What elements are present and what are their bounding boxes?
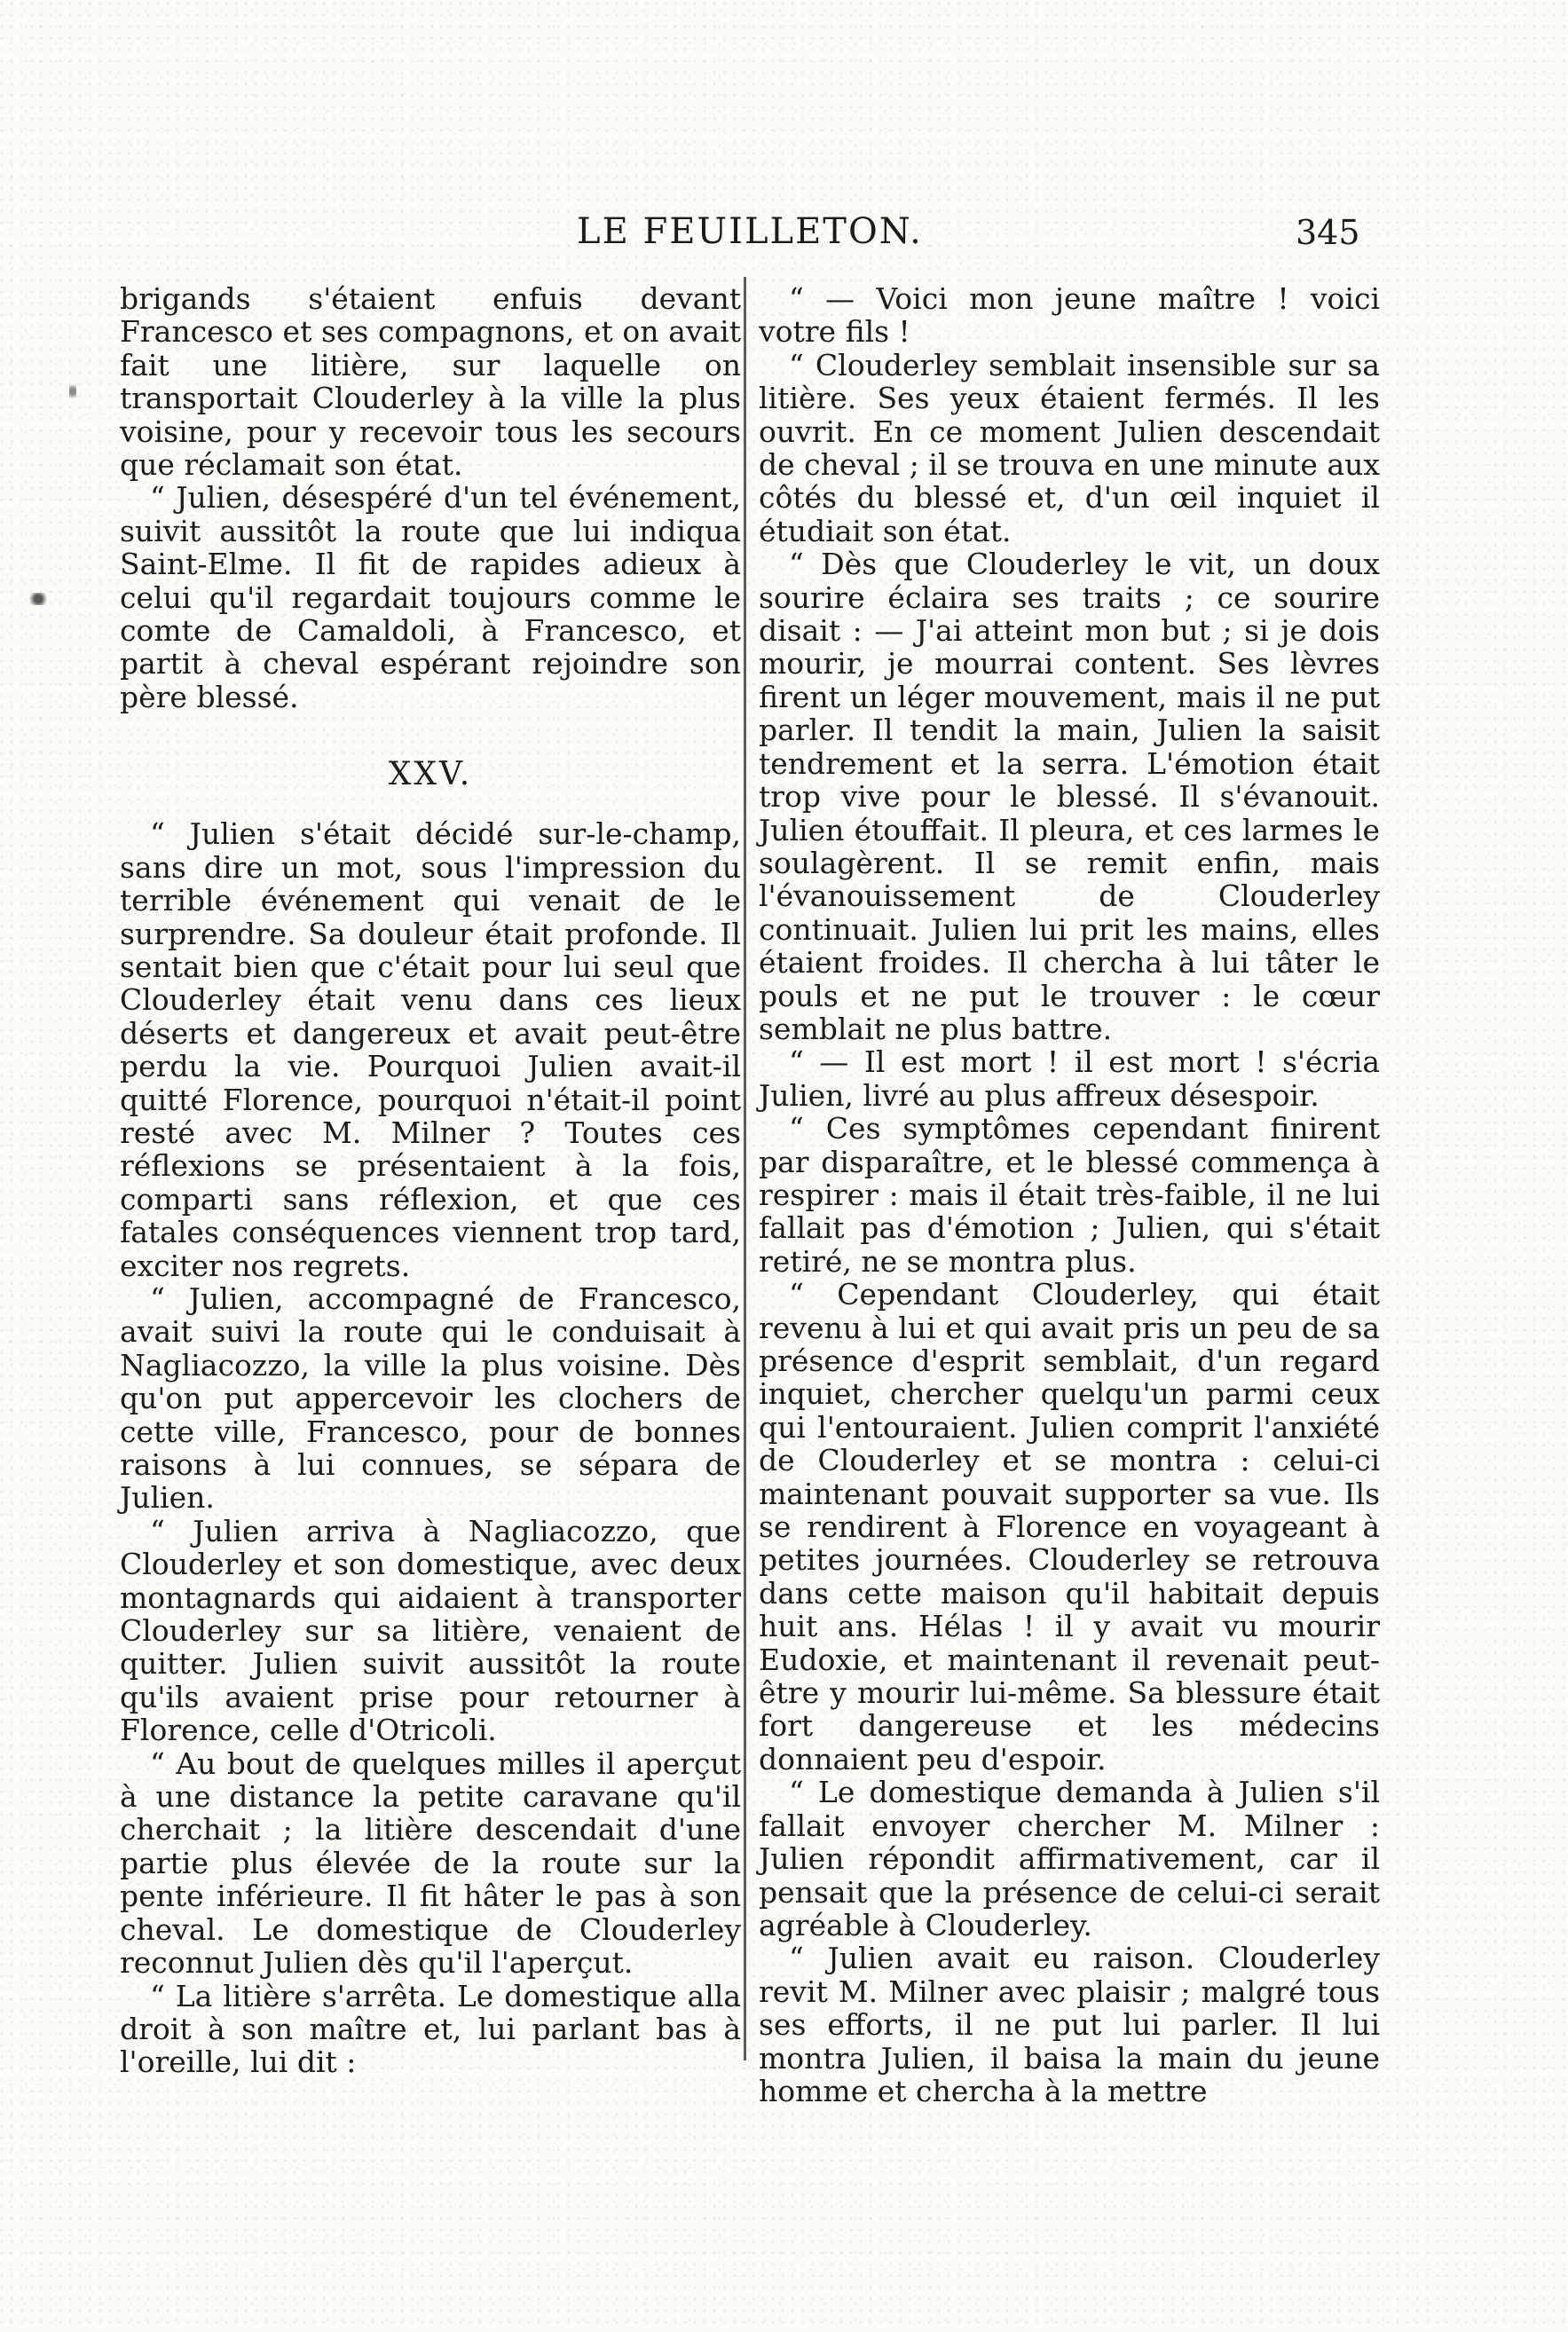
paragraph: “ La litière s'arrêta. Le domestique alla droit à son maître et, lui parlant bas à l'oreille, lui dit : xyxy=(120,1978,741,2080)
right-column xyxy=(759,282,1380,2107)
ink-blot xyxy=(27,593,50,605)
running-title: LE FEUILLETON. xyxy=(577,211,923,252)
chapter-heading: XXV. xyxy=(388,756,473,793)
paragraph: “ Au bout de quelques milles il aperçut à une distance la petite caravane qu'il cherchait ; la litière descendait d'une partie plus élevée de la route sur la pente inférieure. Il fit hâter le pas à son cheval. Le domestique de Clouderley reconnut Julien dès qu'il l'aperçut. xyxy=(120,1745,741,1981)
column-divider xyxy=(744,277,746,2060)
left-column xyxy=(120,282,741,2079)
paragraph: “ Clouderley semblait insensible sur sa litière. Ses yeux étaient fermés. Il les ouvrit. En ce moment Julien descendait de cheval ; il se trouva en une minute aux côtés du blessé et, d'un œil inquiet il étudiait son état. xyxy=(759,347,1380,548)
paragraph: “ — Voici mon jeune maître ! voici votre fils ! xyxy=(759,281,1380,350)
running-header xyxy=(0,211,1568,264)
paragraph: “ Julien, accompagné de Francesco, avait suivi la route qui le conduisait à Nagliacozzo, la ville la plus voisine. Dès qu'on put appercevoir les clochers de cette ville, Francesco, pour de bonnes raisons à lui connues, se sépara de Julien. xyxy=(120,1280,741,1516)
paragraph: “ Dès que Clouderley le vit, un doux sourire éclaira ses traits ; ce sourire disait : — J'ai atteint mon but ; si je dois mourir, je mourrai content. Ses lèvres firent un léger mouvement, mais il ne put parler. Il tendit la main, Julien la saisit tendrement et la serra. L'émotion était trop vive pour le blessé. Il s'évanouit. Julien étouffait. Il pleura, et ces larmes le soulagèrent. Il se remit enfin, mais l'évanouissement de Clouderley continuait. Julien lui prit les mains, elles étaient froides. Il chercha à lui tâter le pouls et ne put le trouver : le cœur semblait ne plus battre. xyxy=(759,547,1380,1046)
paragraph: “ Cependant Clouderley, qui était revenu à lui et qui avait pris un peu de sa présence d'esprit semblait, d'un regard inquiet, chercher quelqu'un parmi ceux qui l'entouraient. Julien comprit l'anxiété de Clouderley et se montra : celui-ci maintenant pouvait supporter sa vue. Ils se rendirent à Florence en voyageant à petites journées. Clouderley se retrouva dans cette maison qu'il habitait depuis huit ans. Hélas ! il y avait vu mourir Eudoxie, et maintenant il revenait peut-être y mourir lui-même. Sa blessure était fort dangereuse et les médecins donnaient peu d'espoir. xyxy=(759,1277,1380,1777)
page-number: 345 xyxy=(1296,213,1360,252)
paragraph: “ Ces symptômes cependant finirent par disparaître, et le blessé commença à respirer : mais il était très-faible, il ne lui fallait pas d'émotion ; Julien, qui s'était retiré, ne se montra plus. xyxy=(759,1111,1380,1279)
paragraph: “ Julien avait eu raison. Clouderley revit M. Milner avec plaisir ; malgré tous ses efforts, il ne put lui parler. Il lui montra Julien, il baisa la main du jeune homme et chercha à la mettre xyxy=(759,1941,1380,2108)
paragraph: brigands s'étaient enfuis devant Francesco et ses compagnons, et on avait fait une litière, sur laquelle on transportait Clouderley à la ville la plus voisine, pour y recevoir tous les secours que réclamait son état. xyxy=(120,281,741,483)
paragraph: “ Julien arriva à Nagliacozzo, que Clouderley et son domestique, avec deux montagnards qui aidaient à transporter Clouderley sur sa litière, venaient de quitter. Julien suivit aussitôt la route qu'ils avaient prise pour retourner à Florence, celle d'Otricoli. xyxy=(120,1513,741,1748)
paragraph: “ Le domestique demanda à Julien s'il fallait envoyer chercher M. Milner : Julien répondit affirmativement, car il pensait que la présence de celui-ci serait agréable à Clouderley. xyxy=(759,1775,1380,1942)
paragraph: “ Julien, désespéré d'un tel événement, suivit aussitôt la route que lui indiqua Saint-Elme. Il fit de rapides adieux à celui qu'il regardait toujours comme le comte de Camaldoli, à Francesco, et partit à cheval espérant rejoindre son père blessé. xyxy=(120,480,741,714)
ink-mark xyxy=(69,382,76,401)
paragraph: “ Julien s'était décidé sur-le-champ, sans dire un mot, sous l'impression du terrible événement qui venait de le surprendre. Sa douleur était profonde. Il sentait bien que c'était pour lui seul que Clouderley était venu dans ces lieux déserts et dangereux et avait peut-être perdu la vie. Pourquoi Julien avait-il quitté Florence, pourquoi n'était-il point resté avec M. Milner ? Toutes ces réflexions se présentaient à la fois, comparti sans réflexion, et que ces fatales conséquences viennent trop tard, exciter nos regrets. xyxy=(120,816,741,1283)
paragraph: “ — Il est mort ! il est mort ! s'écria Julien, livré au plus affreux désespoir. xyxy=(759,1044,1380,1113)
